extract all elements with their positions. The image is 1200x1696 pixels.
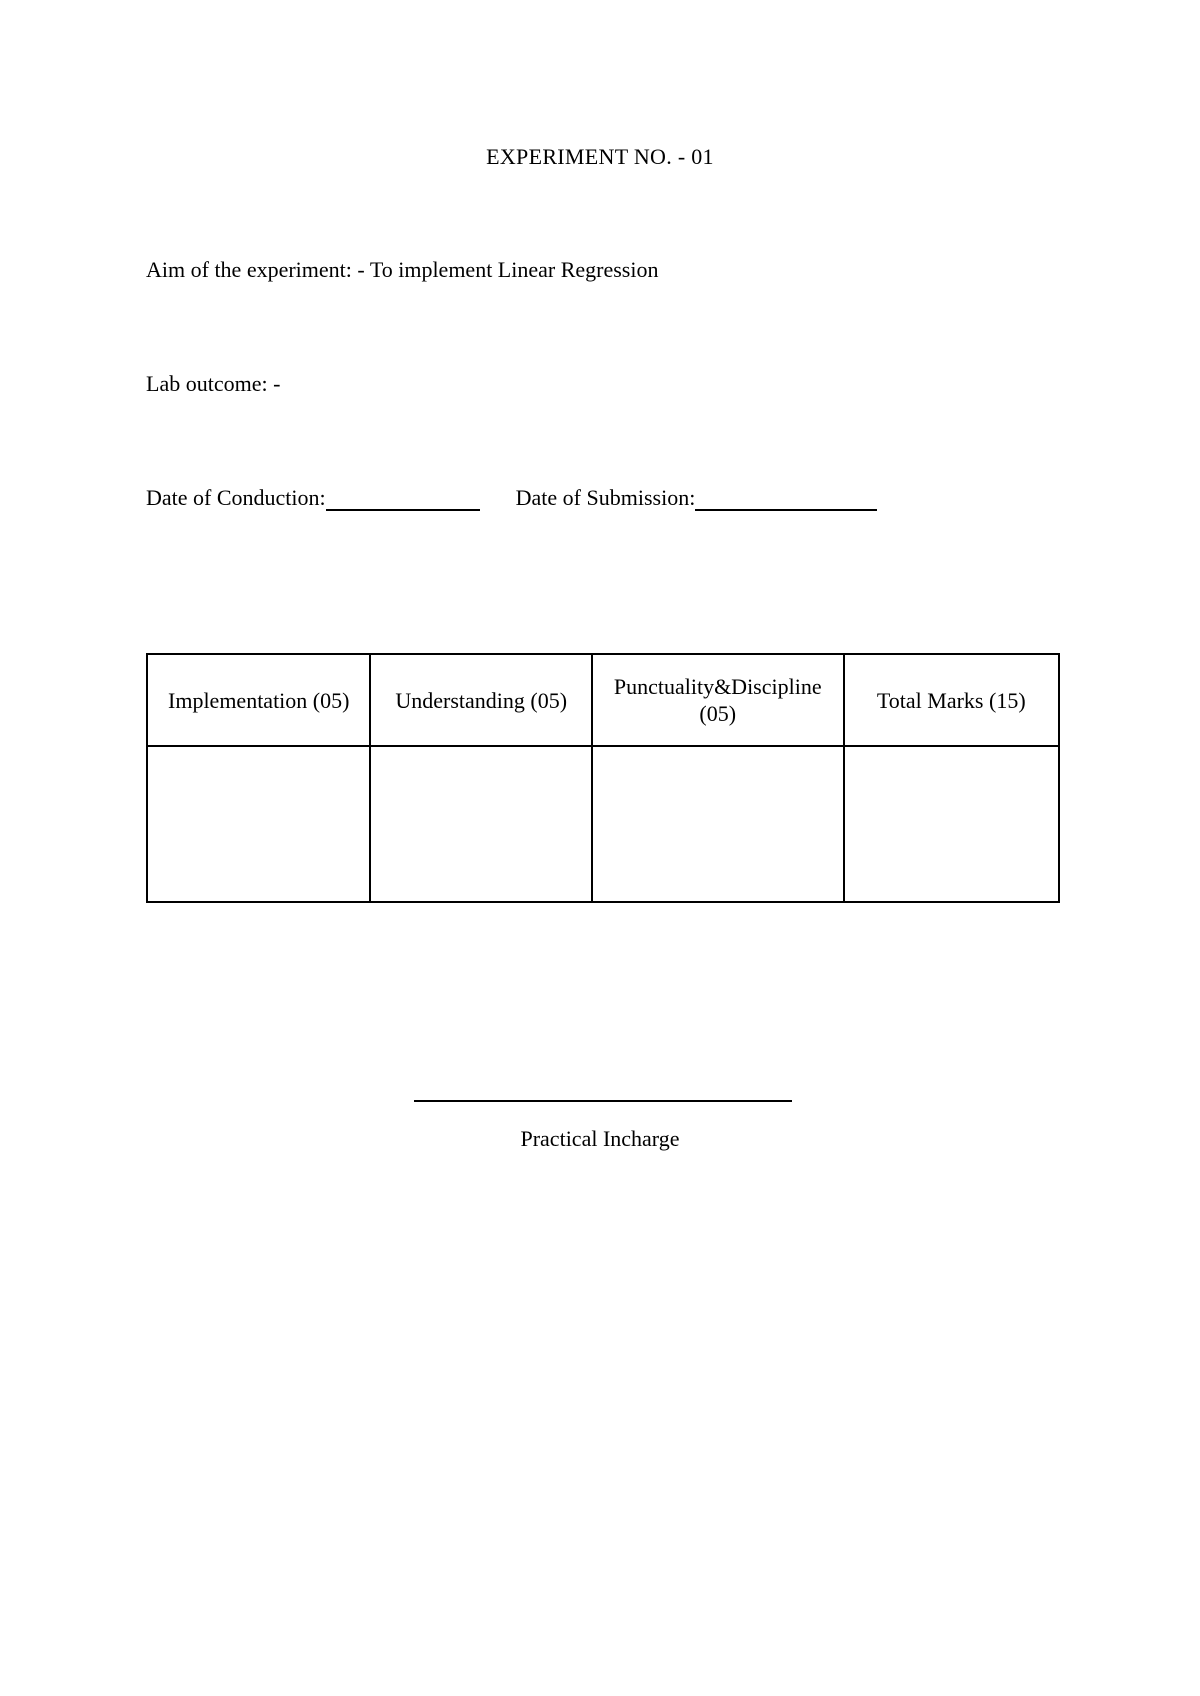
- date-of-conduction-label: Date of Conduction:: [146, 485, 326, 510]
- date-of-submission-blank: [695, 487, 877, 511]
- date-of-submission-label: Date of Submission:: [515, 485, 696, 510]
- marks-table-header-row: [147, 654, 1059, 746]
- dates-row: [146, 485, 877, 511]
- aim-of-experiment: Aim of the experiment: - To implement Linear Regression: [146, 257, 659, 282]
- date-of-conduction-blank: [326, 487, 480, 511]
- punctuality-discipline-marks-cell: [592, 746, 844, 902]
- marks-table-row: [147, 746, 1059, 902]
- total-marks-cell: [844, 746, 1059, 902]
- signature-line: [414, 1100, 792, 1102]
- understanding-header: Understanding (05): [370, 654, 591, 746]
- total-marks-header: Total Marks (15): [844, 654, 1059, 746]
- understanding-marks-cell: [370, 746, 591, 902]
- marks-table: [146, 653, 1060, 903]
- lab-outcome: Lab outcome: -: [146, 371, 281, 396]
- practical-incharge-label: Practical Incharge: [520, 1126, 680, 1151]
- implementation-header: Implementation (05): [147, 654, 370, 746]
- punctuality-discipline-header: Punctuality&Discipline (05): [592, 654, 844, 746]
- implementation-marks-cell: [147, 746, 370, 902]
- experiment-title: EXPERIMENT NO. - 01: [486, 144, 714, 169]
